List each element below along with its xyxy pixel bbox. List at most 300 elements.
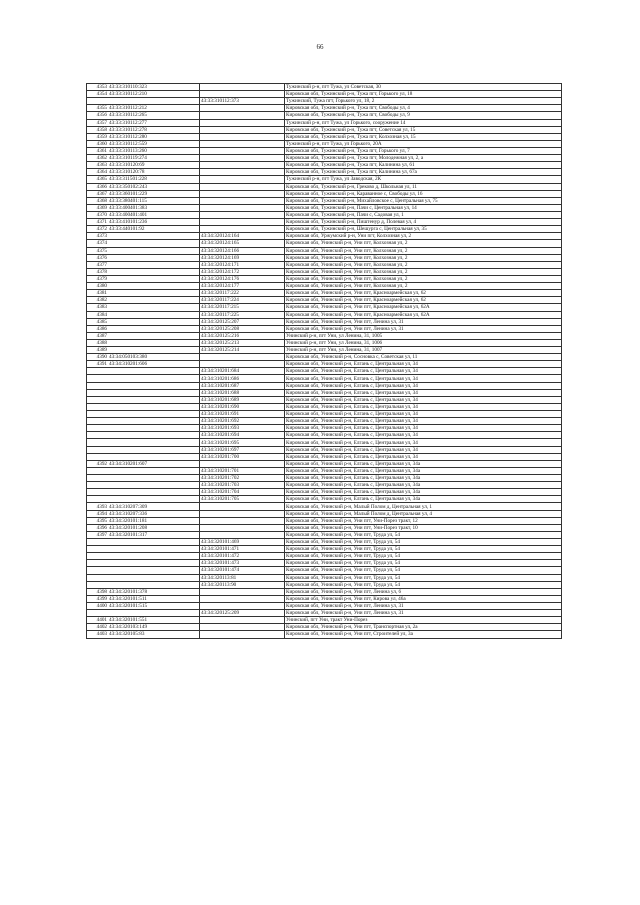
address-cell: Унинский р-н, пгт Уни, ул Ленина, 31, 1007 — [285, 347, 562, 354]
address-cell: Кировская обл, Унинский р-н, Елгань с, Центральная ул, 34а — [285, 467, 562, 474]
table-row — [87, 332, 562, 339]
cadastral-number-cell — [108, 240, 200, 247]
cadastral-number-cell — [108, 567, 200, 574]
address-cell: Кировская обл, Унинский р-н, Уни пгт, Ленина ул, 6 — [285, 588, 562, 595]
row-number-cell — [87, 574, 109, 581]
cadastral-number-cell — [108, 475, 200, 482]
cadastral-number-cell: 43:33:400401:383 — [108, 204, 200, 211]
table-row — [87, 539, 562, 546]
table-row — [87, 567, 562, 574]
row-number-cell: 4401 — [87, 617, 109, 624]
linked-cadastral-number-cell: 43:33:310112:373 — [200, 98, 285, 105]
address-cell: Кировская обл, Унинский р-н, Елгань с, Центральная ул, 34 — [285, 382, 562, 389]
address-cell: Кировская обл, Унинский р-н, Уни пгт, Труда ул, 54 — [285, 574, 562, 581]
table-row — [87, 418, 562, 425]
cadastral-number-cell: 43:33:310110:323 — [108, 84, 200, 91]
table-row — [87, 432, 562, 439]
table-row — [87, 467, 562, 474]
row-number-cell: 4363 — [87, 162, 109, 169]
cadastral-number-cell — [108, 574, 200, 581]
row-number-cell: 4379 — [87, 275, 109, 282]
cadastral-number-cell: 43:33:310112:212 — [108, 105, 200, 112]
address-cell: Кировская обл, Унинский р-н, Уни пгт, Колхозная ул, 2 — [285, 240, 562, 247]
row-number-cell — [87, 432, 109, 439]
linked-cadastral-number-cell — [200, 162, 285, 169]
row-number-cell: 4359 — [87, 133, 109, 140]
row-number-cell — [87, 418, 109, 425]
address-cell: Кировская обл, Тужинский р-н, Тужа пгт, Колхозная ул, 15 — [285, 133, 562, 140]
cadastral-number-cell — [108, 325, 200, 332]
cadastral-number-cell — [108, 98, 200, 105]
row-number-cell — [87, 546, 109, 553]
linked-cadastral-number-cell — [200, 176, 285, 183]
table-row — [87, 190, 562, 197]
row-number-cell — [87, 553, 109, 560]
linked-cadastral-number-cell: 43:34:310201:694 — [200, 432, 285, 439]
row-number-cell: 4399 — [87, 595, 109, 602]
linked-cadastral-number-cell: 43:34:320117:215 — [200, 304, 285, 311]
linked-cadastral-number-cell: 43:34:310201:703 — [200, 482, 285, 489]
linked-cadastral-number-cell: 43:34:320124:169 — [200, 254, 285, 261]
table-row — [87, 84, 562, 91]
table-row — [87, 503, 562, 510]
address-cell: Кировская обл, Тужинский р-н, Караванное с, Свободы ул, 16 — [285, 190, 562, 197]
cadastral-number-cell: 43:33:410101:236 — [108, 219, 200, 226]
table-row — [87, 524, 562, 531]
row-number-cell — [87, 368, 109, 375]
address-cell: Кировская обл, Унинский р-н, Елгань с, Центральная ул, 34 — [285, 361, 562, 368]
linked-cadastral-number-cell — [200, 361, 285, 368]
linked-cadastral-number-cell: 43:34:320124:171 — [200, 261, 285, 268]
address-cell: Кировская обл, Тужинский р-н, Тужа пгт, Калинина ул, 67а — [285, 169, 562, 176]
address-cell: Кировская обл, Уржумский р-н, Уни пгт, Колхозная ул, 2 — [285, 233, 562, 240]
address-cell: Кировская обл, Унинский р-н, Уни пгт, Труда ул, 54 — [285, 581, 562, 588]
row-number-cell: 4387 — [87, 332, 109, 339]
row-number-cell — [87, 375, 109, 382]
row-number-cell: 4397 — [87, 531, 109, 538]
address-cell: Кировская обл, Унинский р-н, Уни пгт, Транспортная ул, 2а — [285, 624, 562, 631]
row-number-cell — [87, 396, 109, 403]
row-number-cell: 4360 — [87, 140, 109, 147]
linked-cadastral-number-cell: 43:34:310201:702 — [200, 475, 285, 482]
row-number-cell: 4374 — [87, 240, 109, 247]
table-row — [87, 183, 562, 190]
row-number-cell: 4364 — [87, 169, 109, 176]
row-number-cell — [87, 496, 109, 503]
cadastral-number-cell — [108, 261, 200, 268]
address-cell: Кировская обл, Унинский р-н, Елгань с, Центральная ул, 34 — [285, 403, 562, 410]
address-cell: Кировская обл, Унинский р-н, Малый Полом д, Центральная ул, 4 — [285, 510, 562, 517]
table-row — [87, 403, 562, 410]
cadastral-number-cell: 43:33:380401:115 — [108, 197, 200, 204]
linked-cadastral-number-cell: 43:34:320117:224 — [200, 297, 285, 304]
cadastral-number-cell — [108, 396, 200, 403]
address-cell: Кировская обл, Унинский р-н, Уни пгт, Труда ул, 54 — [285, 539, 562, 546]
cadastral-number-cell — [108, 290, 200, 297]
cadastral-number-cell — [108, 297, 200, 304]
table-row — [87, 368, 562, 375]
address-cell: Кировская обл, Унинский р-н, Елгань с, Центральная ул, 34а — [285, 475, 562, 482]
linked-cadastral-number-cell — [200, 84, 285, 91]
row-number-cell: 4377 — [87, 261, 109, 268]
linked-cadastral-number-cell: 43:34:320124:165 — [200, 240, 285, 247]
cadastral-number-cell — [108, 496, 200, 503]
cadastral-number-cell: 43:33:310112:559 — [108, 140, 200, 147]
linked-cadastral-number-cell — [200, 155, 285, 162]
cadastral-number-cell — [108, 233, 200, 240]
linked-cadastral-number-cell — [200, 517, 285, 524]
row-number-cell: 4369 — [87, 204, 109, 211]
address-cell: Кировская обл, Унинский р-н, Елгань с, Центральная ул, 34 — [285, 425, 562, 432]
linked-cadastral-number-cell — [200, 617, 285, 624]
row-number-cell — [87, 453, 109, 460]
address-cell: Кировская обл, Унинский р-н, Уни пгт, Ленина ул, 31 — [285, 318, 562, 325]
linked-cadastral-number-cell: 43:34:310201:693 — [200, 425, 285, 432]
row-number-cell: 4380 — [87, 283, 109, 290]
table-row — [87, 98, 562, 105]
address-cell: Кировская обл, Унинский р-н, Елгань с, Центральная ул, 34 — [285, 368, 562, 375]
address-cell: Кировская обл, Унинский р-н, Елгань с, Центральная ул, 34 — [285, 418, 562, 425]
table-row — [87, 290, 562, 297]
table-row — [87, 297, 562, 304]
address-cell: Кировская обл, Тужинский р-н, Тужа пгт, Свободы ул, 4 — [285, 105, 562, 112]
table-row — [87, 574, 562, 581]
address-cell: Кировская обл, Унинский р-н, Елгань с, Центральная ул, 34 — [285, 439, 562, 446]
row-number-cell: 4395 — [87, 517, 109, 524]
linked-cadastral-number-cell: 43:34:320101:472 — [200, 553, 285, 560]
cadastral-number-cell — [108, 318, 200, 325]
linked-cadastral-number-cell: 43:34:310201:689 — [200, 396, 285, 403]
table-row — [87, 275, 562, 282]
table-row — [87, 140, 562, 147]
cadastral-number-cell — [108, 389, 200, 396]
table-row — [87, 517, 562, 524]
address-cell: Унинский, пгт Уни, тракт Уни-Порез — [285, 617, 562, 624]
address-cell: Кировская обл, Унинский р-н, Елгань с, Центральная ул, 34 — [285, 396, 562, 403]
linked-cadastral-number-cell: 43:34:310201:704 — [200, 489, 285, 496]
table-row — [87, 396, 562, 403]
row-number-cell — [87, 382, 109, 389]
linked-cadastral-number-cell — [200, 624, 285, 631]
page-number: 66 — [316, 43, 324, 51]
linked-cadastral-number-cell — [200, 631, 285, 638]
row-number-cell: 4394 — [87, 510, 109, 517]
row-number-cell: 4378 — [87, 268, 109, 275]
table-row — [87, 105, 562, 112]
table-row — [87, 510, 562, 517]
row-number-cell: 4388 — [87, 339, 109, 346]
cadastral-number-cell — [108, 610, 200, 617]
linked-cadastral-number-cell: 43:34:320113:81 — [200, 574, 285, 581]
linked-cadastral-number-cell — [200, 211, 285, 218]
table-row — [87, 247, 562, 254]
linked-cadastral-number-cell: 43:34:320113:90 — [200, 581, 285, 588]
table-row — [87, 204, 562, 211]
address-cell: Кировская обл, Унинский р-н, Елгань с, Центральная ул, 34 — [285, 453, 562, 460]
cadastral-number-cell: 43:34:320101:515 — [108, 602, 200, 609]
table-row — [87, 382, 562, 389]
table-row — [87, 254, 562, 261]
linked-cadastral-number-cell: 43:34:320125:216 — [200, 332, 285, 339]
address-cell: Тужинский р-н, пгт Тужа, ул Советская, 30 — [285, 84, 562, 91]
address-cell: Кировская обл, Унинский р-н, Уни пгт, Колхозная ул, 2 — [285, 275, 562, 282]
table-row — [87, 311, 562, 318]
cadastral-number-cell: 43:33:310113:260 — [108, 147, 200, 154]
cadastral-number-cell: 43:33:311501:228 — [108, 176, 200, 183]
cadastral-number-cell — [108, 283, 200, 290]
cadastral-number-cell — [108, 482, 200, 489]
table-row — [87, 531, 562, 538]
address-cell: Кировская обл, Тужинский р-н, Пачи с, Садовая ул, 1 — [285, 211, 562, 218]
linked-cadastral-number-cell — [200, 524, 285, 531]
cadastral-number-cell — [108, 418, 200, 425]
linked-cadastral-number-cell: 43:34:310201:700 — [200, 453, 285, 460]
address-cell: Унинский р-н, пгт Уни, ул Ленина, 31, 1005 — [285, 332, 562, 339]
table-row — [87, 169, 562, 176]
address-cell: Кировская обл, Унинский р-н, Елгань с, Центральная ул, 34 — [285, 389, 562, 396]
cadastral-number-cell: 43:34:320105:83 — [108, 631, 200, 638]
table-row — [87, 176, 562, 183]
address-cell: Кировская обл, Тужинский р-н, Тужа пгт, Свободы ул, 9 — [285, 112, 562, 119]
row-number-cell: 4386 — [87, 325, 109, 332]
row-number-cell: 4362 — [87, 155, 109, 162]
linked-cadastral-number-cell — [200, 140, 285, 147]
linked-cadastral-number-cell: 43:34:320124:176 — [200, 275, 285, 282]
table-row — [87, 446, 562, 453]
address-cell: Кировская обл, Унинский р-н, Уни пгт, Труда ул, 54 — [285, 567, 562, 574]
address-cell: Кировская обл, Унинский р-н, Уни пгт, Ленина ул, 31 — [285, 602, 562, 609]
address-cell: Кировская обл, Унинский р-н, Елгань с, Центральная ул, 34а — [285, 482, 562, 489]
cadastral-number-cell — [108, 382, 200, 389]
address-cell: Кировская обл, Унинский р-н, Елгань с, Центральная ул, 34а — [285, 496, 562, 503]
address-cell: Кировская обл, Унинский р-н, Уни пгт, Красноармейская ул, 62А — [285, 311, 562, 318]
cadastral-number-cell — [108, 546, 200, 553]
cadastral-number-cell — [108, 446, 200, 453]
table-row — [87, 546, 562, 553]
address-cell: Кировская обл, Унинский р-н, Елгань с, Центральная ул, 34 — [285, 375, 562, 382]
table-row — [87, 211, 562, 218]
linked-cadastral-number-cell — [200, 112, 285, 119]
row-number-cell: 4402 — [87, 624, 109, 631]
linked-cadastral-number-cell — [200, 219, 285, 226]
table-row — [87, 453, 562, 460]
address-cell: Тужинский р-н, пгт Тужа, ул Заводская, 2К — [285, 176, 562, 183]
cadastral-number-cell — [108, 581, 200, 588]
linked-cadastral-number-cell: 43:34:310201:684 — [200, 368, 285, 375]
linked-cadastral-number-cell: 43:34:310201:705 — [200, 496, 285, 503]
address-cell: Кировская обл, Унинский р-н, Уни пгт, Труда ул, 54 — [285, 560, 562, 567]
linked-cadastral-number-cell: 43:34:320101:469 — [200, 539, 285, 546]
table-row — [87, 240, 562, 247]
table-row — [87, 602, 562, 609]
cadastral-number-cell: 43:33:310112:280 — [108, 133, 200, 140]
row-number-cell: 4389 — [87, 347, 109, 354]
linked-cadastral-number-cell: 43:34:320101:473 — [200, 560, 285, 567]
cadastral-number-cell: 43:34:320101:317 — [108, 531, 200, 538]
row-number-cell — [87, 403, 109, 410]
table-row — [87, 112, 562, 119]
linked-cadastral-number-cell — [200, 595, 285, 602]
cadastral-number-cell — [108, 439, 200, 446]
linked-cadastral-number-cell: 43:34:320125:207 — [200, 318, 285, 325]
linked-cadastral-number-cell — [200, 190, 285, 197]
row-number-cell: 4382 — [87, 297, 109, 304]
linked-cadastral-number-cell: 43:34:320101:474 — [200, 567, 285, 574]
cadastral-number-cell — [108, 268, 200, 275]
linked-cadastral-number-cell: 43:34:320124:172 — [200, 268, 285, 275]
table-row — [87, 439, 562, 446]
table-row — [87, 624, 562, 631]
row-number-cell: 4373 — [87, 233, 109, 240]
linked-cadastral-number-cell — [200, 147, 285, 154]
row-number-cell: 4355 — [87, 105, 109, 112]
cadastral-number-cell: 43:34:320101:181 — [108, 517, 200, 524]
address-cell: Кировская обл, Унинский р-н, Уни пгт, Кирова ул, 46а — [285, 595, 562, 602]
address-cell: Кировская обл, Унинский р-н, Уни пгт, Ленина ул, 31 — [285, 325, 562, 332]
linked-cadastral-number-cell: 43:34:310201:692 — [200, 418, 285, 425]
row-number-cell: 4353 — [87, 84, 109, 91]
address-cell: Кировская обл, Унинский р-н, Елгань с, Центральная ул, 34а — [285, 460, 562, 467]
row-number-cell: 4356 — [87, 112, 109, 119]
address-cell: Кировская обл, Унинский р-н, Уни пгт, Колхозная ул, 2 — [285, 283, 562, 290]
row-number-cell: 4392 — [87, 460, 109, 467]
table-row — [87, 482, 562, 489]
row-number-cell — [87, 467, 109, 474]
table-row — [87, 595, 562, 602]
linked-cadastral-number-cell: 43:34:320117:222 — [200, 290, 285, 297]
linked-cadastral-number-cell — [200, 126, 285, 133]
address-cell: Кировская обл, Унинский р-н, Уни пгт, Красноармейская ул, 62 — [285, 297, 562, 304]
linked-cadastral-number-cell: 43:34:320124:177 — [200, 283, 285, 290]
cadastral-number-cell — [108, 539, 200, 546]
linked-cadastral-number-cell: 43:34:310201:686 — [200, 375, 285, 382]
cadastral-number-cell — [108, 368, 200, 375]
row-number-cell: 4396 — [87, 524, 109, 531]
row-number-cell: 4354 — [87, 91, 109, 98]
row-number-cell: 4400 — [87, 602, 109, 609]
linked-cadastral-number-cell: 43:34:320125:209 — [200, 610, 285, 617]
cadastral-number-cell — [108, 375, 200, 382]
table-row — [87, 631, 562, 638]
address-cell: Тужинский р-н, пгт Тужа, ул Горького, 20А — [285, 140, 562, 147]
address-cell: Кировская обл, Унинский р-н, Елгань с, Центральная ул, 34 — [285, 446, 562, 453]
row-number-cell: 4375 — [87, 247, 109, 254]
row-number-cell: 4384 — [87, 311, 109, 318]
cadastral-number-cell: 43:33:310119:274 — [108, 155, 200, 162]
table-row — [87, 489, 562, 496]
row-number-cell — [87, 567, 109, 574]
row-number-cell: 4390 — [87, 354, 109, 361]
cadastral-number-cell: 43:34:320101:208 — [108, 524, 200, 531]
linked-cadastral-number-cell — [200, 531, 285, 538]
table-row — [87, 233, 562, 240]
linked-cadastral-number-cell: 43:34:310201:690 — [200, 403, 285, 410]
table-row — [87, 318, 562, 325]
cadastral-number-cell: 43:33:310112:210 — [108, 91, 200, 98]
row-number-cell: 4385 — [87, 318, 109, 325]
cadastral-number-cell: 43:33:310112:278 — [108, 126, 200, 133]
address-cell: Кировская обл, Унинский р-н, Уни пгт, Красноармейская ул, 62А — [285, 304, 562, 311]
row-number-cell: 4403 — [87, 631, 109, 638]
address-cell: Тужинский, Тужа пгт, Горького ул, 18, 2 — [285, 98, 562, 105]
table-row — [87, 460, 562, 467]
cadastral-number-cell — [108, 411, 200, 418]
row-number-cell — [87, 560, 109, 567]
table-row — [87, 219, 562, 226]
cadastral-number-cell — [108, 425, 200, 432]
address-cell: Кировская обл, Унинский р-н, Уни пгт, Колхозная ул, 2 — [285, 261, 562, 268]
cadastral-number-cell — [108, 339, 200, 346]
linked-cadastral-number-cell: 43:34:310201:687 — [200, 382, 285, 389]
linked-cadastral-number-cell: 43:34:320125:214 — [200, 347, 285, 354]
table-row — [87, 155, 562, 162]
cadastral-number-cell: 43:34:310207:336 — [108, 510, 200, 517]
row-number-cell — [87, 411, 109, 418]
address-cell: Кировская обл, Унинский р-н, Уни пгт, Труда ул, 54 — [285, 546, 562, 553]
address-cell: Кировская обл, Унинский р-н, Елгань с, Центральная ул, 34 — [285, 411, 562, 418]
cadastral-number-cell — [108, 254, 200, 261]
row-number-cell: 4357 — [87, 119, 109, 126]
cadastral-number-cell: 43:34:320103:149 — [108, 624, 200, 631]
table-row — [87, 496, 562, 503]
address-cell: Кировская обл, Тужинский р-н, Тужа пгт, Калинина ул, 61 — [285, 162, 562, 169]
table-row — [87, 425, 562, 432]
linked-cadastral-number-cell: 43:34:320124:164 — [200, 233, 285, 240]
table-row — [87, 354, 562, 361]
cadastral-number-cell — [108, 247, 200, 254]
table-row — [87, 226, 562, 233]
row-number-cell: 4361 — [87, 147, 109, 154]
linked-cadastral-number-cell: 43:34:320125:213 — [200, 339, 285, 346]
address-cell: Кировская обл, Унинский р-н, Уни пгт, Труда ул, 54 — [285, 553, 562, 560]
linked-cadastral-number-cell: 43:34:320124:166 — [200, 247, 285, 254]
table-row — [87, 126, 562, 133]
cadastral-number-cell — [108, 304, 200, 311]
linked-cadastral-number-cell: 43:34:320117:225 — [200, 311, 285, 318]
address-cell: Кировская обл, Тужинский р-н, Михайловское с, Центральная ул, 75 — [285, 197, 562, 204]
cadastral-number-cell — [108, 467, 200, 474]
table-row — [87, 475, 562, 482]
register-table — [86, 83, 562, 639]
row-number-cell — [87, 489, 109, 496]
linked-cadastral-number-cell: 43:34:310201:688 — [200, 389, 285, 396]
address-cell: Кировская обл, Унинский р-н, Уни пгт, Труда ул, 54 — [285, 531, 562, 538]
cadastral-number-cell: 43:34:320101:378 — [108, 588, 200, 595]
table-row — [87, 411, 562, 418]
row-number-cell — [87, 475, 109, 482]
row-number-cell: 4370 — [87, 211, 109, 218]
table-row — [87, 268, 562, 275]
cadastral-number-cell — [108, 553, 200, 560]
address-cell: Тужинский р-н, пгт Тужа, ул Горького, сооружение 14 — [285, 119, 562, 126]
address-cell: Кировская обл, Унинский р-н, Уни пгт, Колхозная ул, 2 — [285, 268, 562, 275]
row-number-cell: 4371 — [87, 219, 109, 226]
address-cell: Кировская обл, Унинский р-н, Малый Полом д, Центральная ул, 1 — [285, 503, 562, 510]
row-number-cell: 4366 — [87, 183, 109, 190]
address-cell: Кировская обл, Тужинский р-н, Тужа пгт, Советская ул, 15 — [285, 126, 562, 133]
row-number-cell: 4393 — [87, 503, 109, 510]
cadastral-number-cell — [108, 432, 200, 439]
table-row — [87, 617, 562, 624]
row-number-cell — [87, 610, 109, 617]
address-cell: Кировская обл, Унинский р-н, Уни пгт, Колхозная ул, 2 — [285, 247, 562, 254]
table-row — [87, 375, 562, 382]
cadastral-number-cell: 43:34:320101:511 — [108, 595, 200, 602]
cadastral-number-cell: 43:34:310207:309 — [108, 503, 200, 510]
linked-cadastral-number-cell — [200, 119, 285, 126]
row-number-cell: 4391 — [87, 361, 109, 368]
cadastral-number-cell: 43:33:400401:401 — [108, 211, 200, 218]
